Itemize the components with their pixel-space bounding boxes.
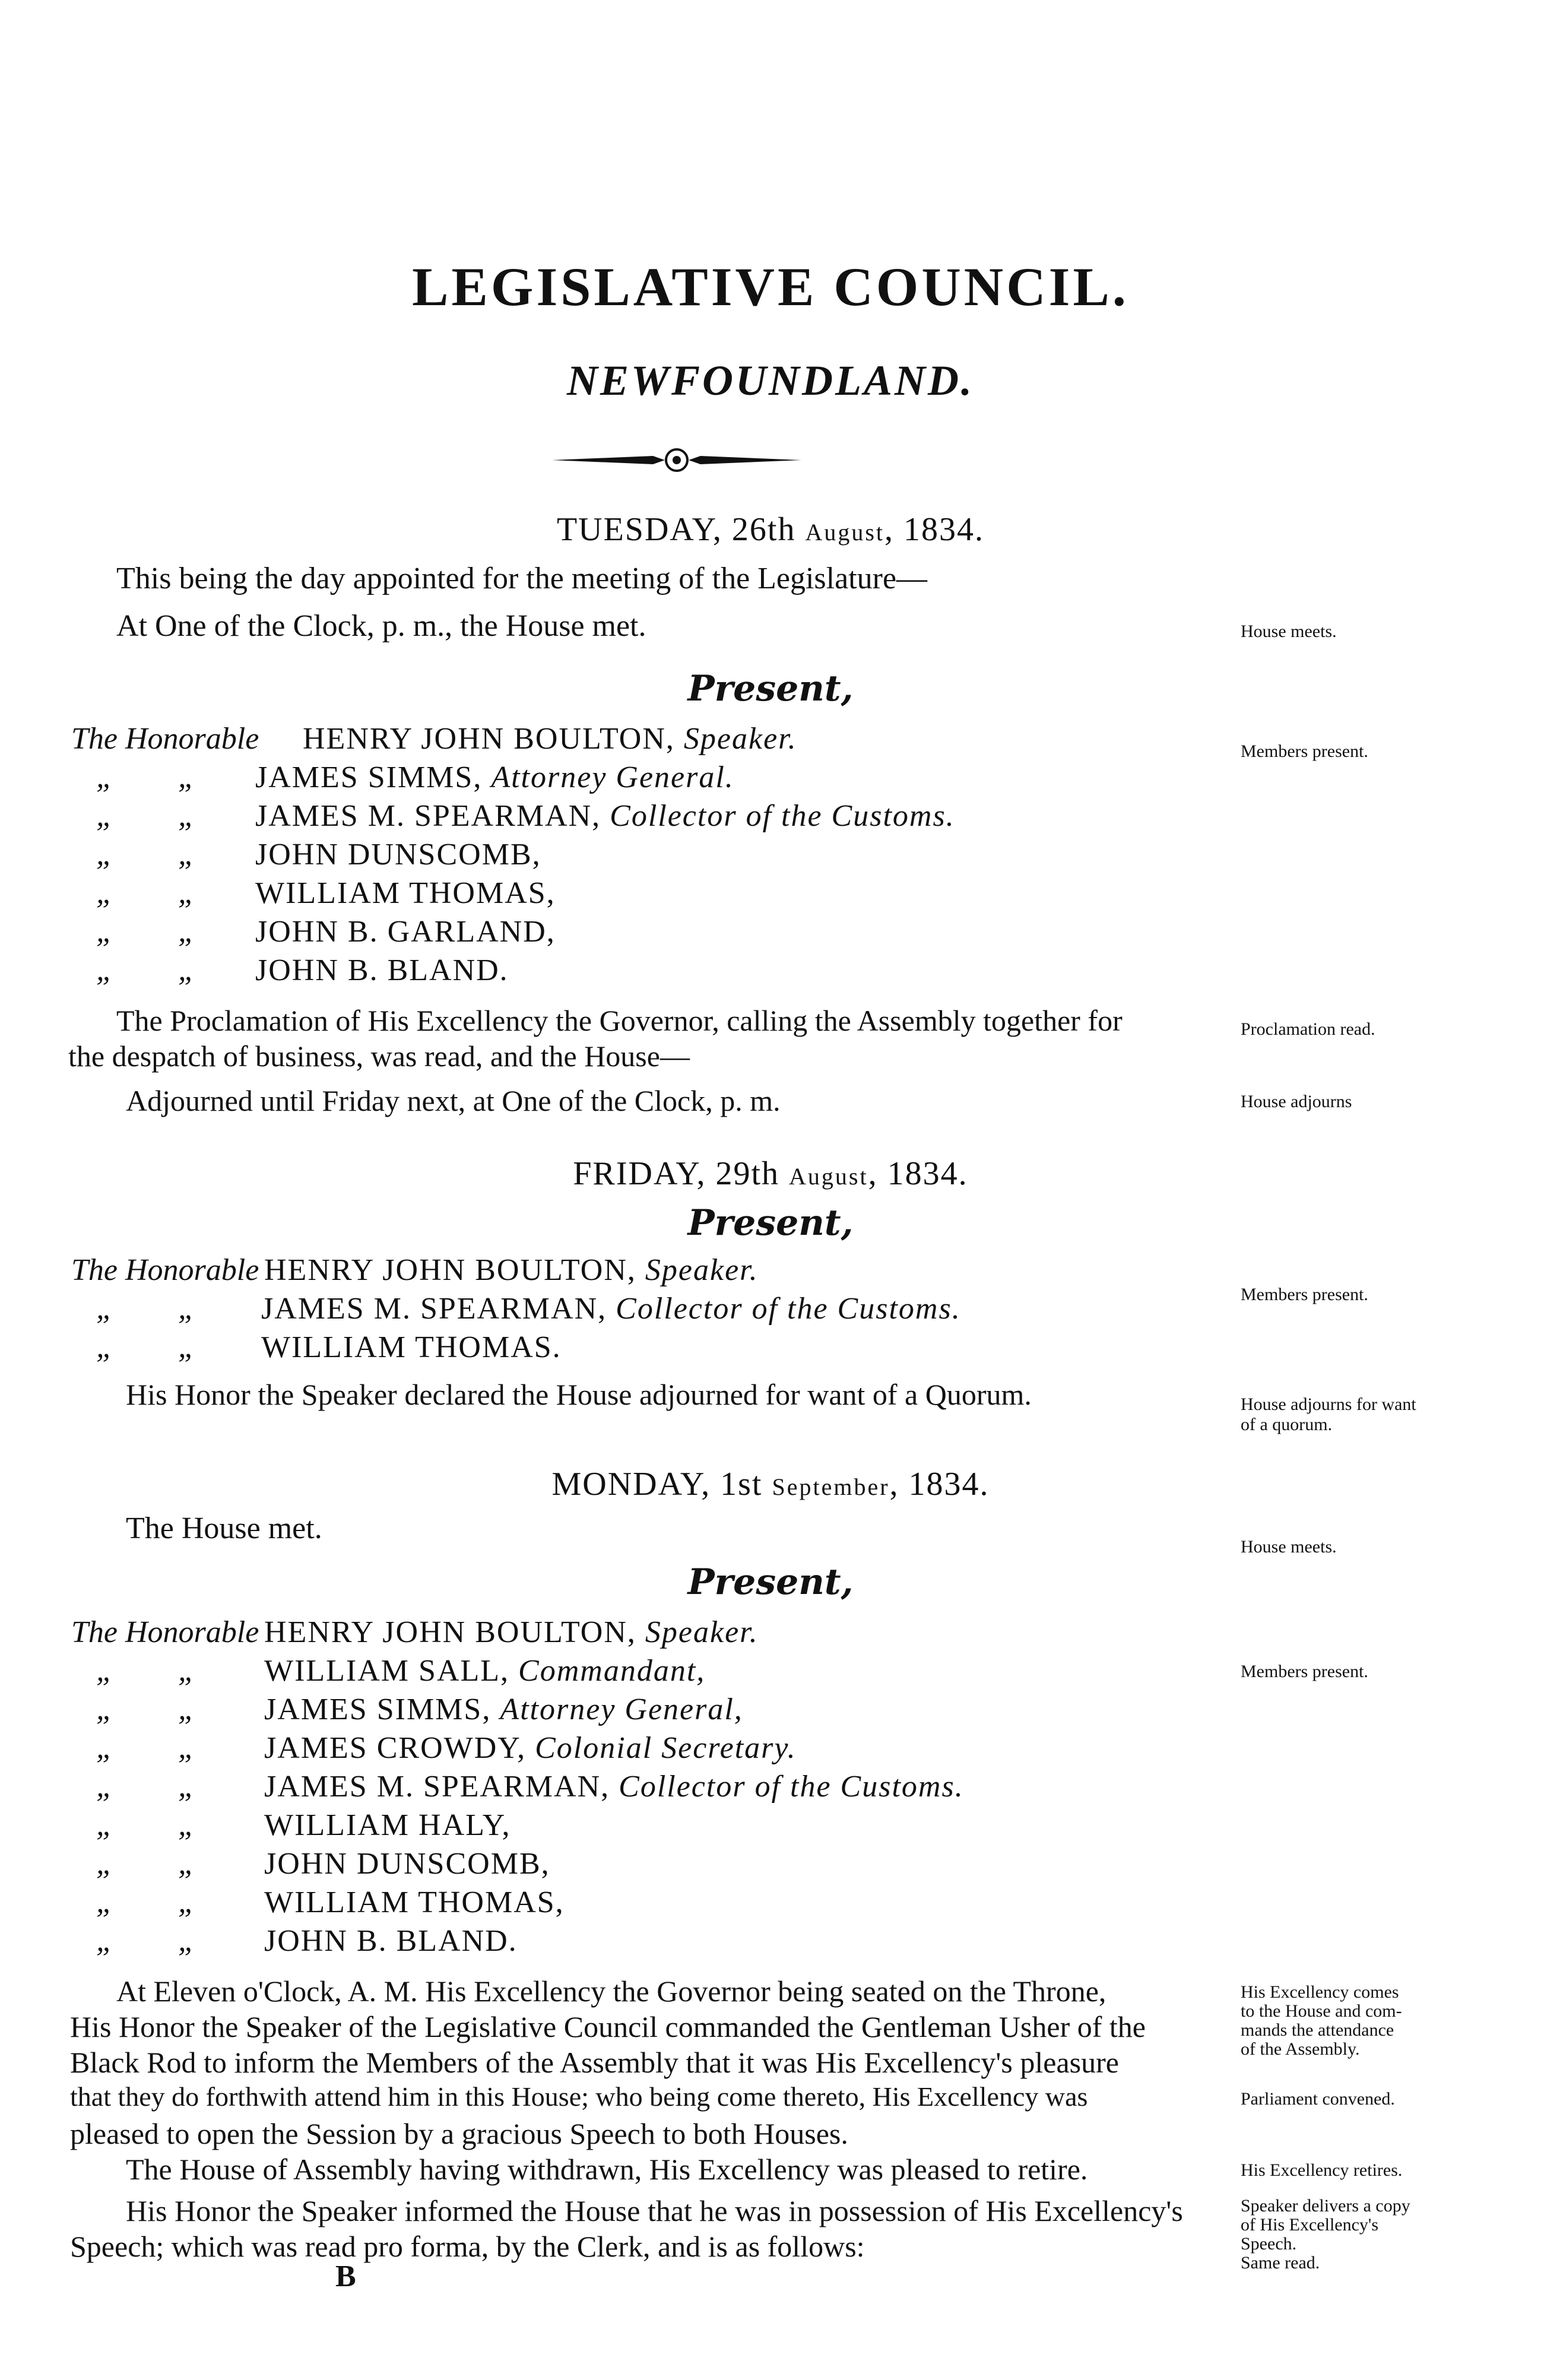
margin-note: His Excellency retires.: [1241, 2160, 1403, 2180]
ornament-divider-icon: [546, 445, 807, 475]
session3-date: MONDAY, 1st September, 1834.: [551, 1466, 990, 1503]
session2-date: FRIDAY, 29th August, 1834.: [573, 1155, 968, 1192]
member-row: „ „ JAMES M. SPEARMAN, Collector of the Customs.: [96, 1292, 961, 1326]
member-row: „ „ JAMES M. SPEARMAN, Collector of the Customs.: [96, 1770, 964, 1804]
page-title: LEGISLATIVE COUNCIL.: [412, 256, 1129, 317]
member-row: „ „ JOHN DUNSCOMB,: [96, 1847, 550, 1881]
margin-note: Same read.: [1241, 2253, 1320, 2273]
margin-note: His Excellency comes: [1241, 1982, 1399, 2002]
member-row: „ „ JOHN DUNSCOMB,: [96, 838, 541, 871]
member-row: „ „ JAMES CROWDY, Colonial Secretary.: [96, 1731, 797, 1765]
margin-note: House adjourns: [1241, 1092, 1352, 1111]
member-row: „ „ WILLIAM THOMAS,: [96, 1885, 565, 1919]
proclamation-line: The Proclamation of His Excellency the Governor, calling the Assembly together for: [116, 1004, 1123, 1037]
present-heading: Present,: [687, 1202, 854, 1244]
margin-note: of His Excellency's: [1241, 2215, 1379, 2235]
margin-note: Parliament convened.: [1241, 2089, 1395, 2109]
paragraph-line: Speech; which was read pro forma, by the Clerk, and is as follows:: [70, 2230, 865, 2263]
margin-note: Members present.: [1241, 1285, 1368, 1304]
member-row: The Honorable HENRY JOHN BOULTON, Speaker.: [71, 1253, 759, 1287]
margin-note: of the Assembly.: [1241, 2039, 1360, 2059]
member-row: The Honorable HENRY JOHN BOULTON, Speaker.: [71, 1615, 759, 1649]
paragraph-line: At Eleven o'Clock, A. M. His Excellency the Governor being seated on the Throne,: [116, 1975, 1106, 2008]
member-row: „ „ JOHN B. BLAND.: [96, 1924, 518, 1958]
paragraph-line: Black Rod to inform the Members of the Assembly that it was His Excellency's pleasure: [70, 2046, 1119, 2079]
house-met-line: The House met.: [126, 1511, 322, 1545]
member-row: „ „ JAMES SIMMS, Attorney General.: [96, 760, 734, 794]
member-row: „ „ WILLIAM THOMAS.: [96, 1330, 562, 1364]
margin-note: House meets.: [1241, 622, 1337, 641]
margin-note: Speaker delivers a copy: [1241, 2196, 1410, 2216]
paragraph-line: pleased to open the Session by a gracious Speech to both Houses.: [70, 2117, 848, 2150]
signature-mark: B: [335, 2259, 356, 2293]
present-heading: Present,: [687, 1561, 854, 1603]
session1-date: TUESDAY, 26th August, 1834.: [556, 511, 985, 548]
member-row: „ „ JOHN B. BLAND.: [96, 953, 509, 987]
present-heading: Present,: [687, 668, 854, 709]
session1-house-met: At One of the Clock, p. m., the House met.: [116, 609, 646, 643]
adjourned-line: Adjourned until Friday next, at One of the Clock, p. m.: [126, 1084, 781, 1117]
margin-note: Speech.: [1241, 2234, 1297, 2254]
margin-note: House adjourns for want: [1241, 1395, 1416, 1414]
paragraph-line: His Honor the Speaker informed the House that he was in possession of His Excellency's: [126, 2194, 1183, 2227]
quorum-line: His Honor the Speaker declared the House adjourned for want of a Quorum.: [126, 1378, 1032, 1411]
proclamation-line: the despatch of business, was read, and the House—: [68, 1040, 690, 1073]
session1-intro: This being the day appointed for the meeting of the Legislature—: [116, 562, 928, 595]
margin-note: House meets.: [1241, 1537, 1337, 1557]
member-row: „ „ JOHN B. GARLAND,: [96, 915, 556, 949]
paragraph-line: The House of Assembly having withdrawn, His Excellency was pleased to retire.: [126, 2153, 1088, 2186]
member-row: „ „ JAMES M. SPEARMAN, Collector of the Customs.: [96, 799, 955, 833]
margin-note: Members present.: [1241, 741, 1368, 761]
margin-note: to the House and com-: [1241, 2001, 1402, 2021]
margin-note: Members present.: [1241, 1662, 1368, 1681]
member-row: „ „ WILLIAM THOMAS,: [96, 876, 556, 910]
margin-note: mands the attendance: [1241, 2020, 1394, 2040]
margin-note: of a quorum.: [1241, 1415, 1333, 1434]
member-row: „ „ JAMES SIMMS, Attorney General,: [96, 1693, 743, 1726]
member-row: The Honorable HENRY JOHN BOULTON, Speaker.: [71, 722, 797, 756]
member-row: „ „ WILLIAM SALL, Commandant,: [96, 1654, 706, 1688]
member-row: „ „ WILLIAM HALY,: [96, 1808, 511, 1842]
margin-note: Proclamation read.: [1241, 1019, 1375, 1039]
paragraph-line: that they do forthwith attend him in this House; who being come thereto, His Excellency was: [70, 2081, 1088, 2112]
page-subtitle: NEWFOUNDLAND.: [566, 357, 975, 404]
paragraph-line: His Honor the Speaker of the Legislative Council commanded the Gentleman Usher of the: [70, 2010, 1146, 2043]
